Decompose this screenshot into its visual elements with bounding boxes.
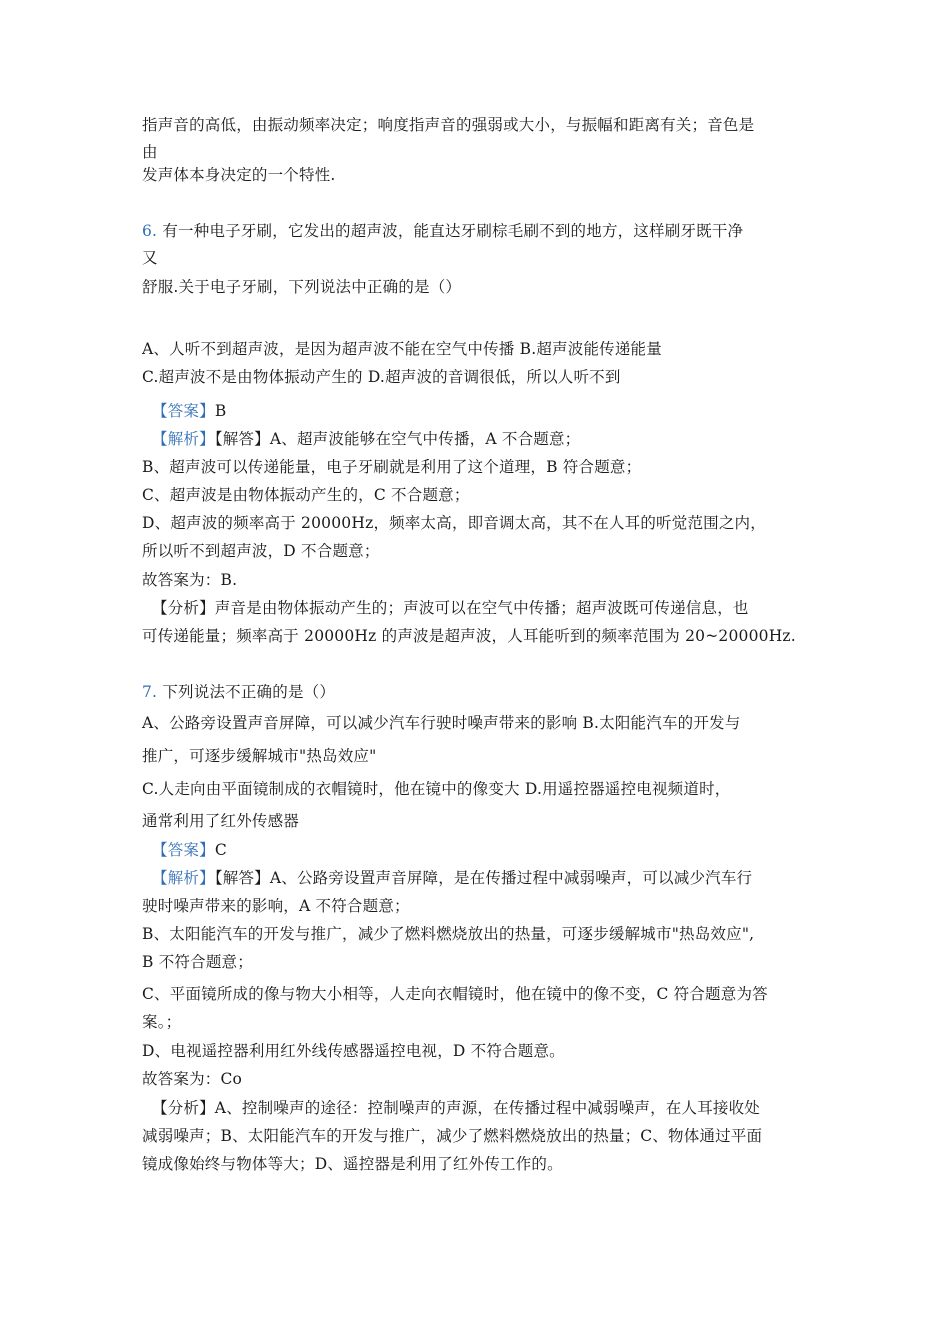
q7-stem-text: 下列说法不正确的是（） <box>162 683 336 701</box>
q6-analysis-line: B、超声波可以传递能量，电子牙刷就是利用了这个道理，B 符合题意； <box>142 458 642 476</box>
q7-analysis-line: C、平面镜所成的像与物大小相等，人走向衣帽镜时，他在镜中的像不变，C 符合题意为答 <box>142 985 768 1003</box>
analysis-text: 【解答】A、公路旁设置声音屏障，是在传播过程中减弱噪声，可以减少汽车行 <box>214 869 753 887</box>
q6-answer <box>152 400 226 422</box>
intro-line: 指声音的高低，由振动频率决定；响度指声音的强弱或大小，与振幅和距离有关；音色是 <box>142 116 755 134</box>
q7-answer <box>152 839 227 861</box>
q7-summary-line: 减弱噪声；B、太阳能汽车的开发与推广，减少了燃料燃烧放出的热量；C、物体通过平面 <box>142 1127 763 1145</box>
analysis-tag: 【解析】 <box>152 430 215 448</box>
answer-value: C <box>214 841 227 859</box>
q7-final-answer: 故答案为：Co <box>142 1070 243 1088</box>
q6-stem-line: 舒服.关于电子牙刷，下列说法中正确的是（） <box>142 278 462 296</box>
q7-stem-line <box>142 681 335 703</box>
q7-analysis-line <box>152 867 752 889</box>
q7-summary-line: 镜成像始终与物体等大；D、遥控器是利用了红外传工作的。 <box>142 1155 563 1173</box>
q7-options-line: 推广，可逐步缓解城市"热岛效应" <box>142 747 377 765</box>
intro-line: 由 <box>142 143 158 161</box>
q6-summary-line: 可传递能量；频率高于 20000Hz 的声波是超声波，人耳能听到的频率范围为 20~20000Hz. <box>142 627 796 645</box>
analysis-text: 【解答】A、超声波能够在空气中传播，A 不合题意； <box>214 430 581 448</box>
q7-summary-line: 【分析】A、控制噪声的途径：控制噪声的声源，在传播过程中减弱噪声，在人耳接收处 <box>152 1099 760 1117</box>
q6-options-line: C.超声波不是由物体振动产生的 D.超声波的音调很低，所以人听不到 <box>142 368 621 386</box>
q7-options-line: C.人走向由平面镜制成的衣帽镜时，他在镜中的像变大 D.用遥控器遥控电视频道时， <box>142 780 731 798</box>
q7-number: 7. <box>142 683 158 701</box>
answer-tag: 【答案】 <box>152 402 215 420</box>
answer-tag: 【答案】 <box>152 841 215 859</box>
q6-stem-line: 又 <box>142 249 158 267</box>
q6-analysis-line <box>152 428 580 450</box>
q6-number: 6. <box>142 222 158 240</box>
answer-value: B <box>214 402 227 420</box>
analysis-tag: 【解析】 <box>152 869 215 887</box>
q7-analysis-line: 驶时噪声带来的影响，A 不符合题意； <box>142 897 410 915</box>
q6-stem-text: 有一种电子牙刷，它发出的超声波，能直达牙刷棕毛刷不到的地方，这样刷牙既干净 <box>162 222 744 240</box>
q6-final-answer: 故答案为：B. <box>142 571 238 589</box>
q6-stem-line <box>142 220 743 242</box>
q6-analysis-line: C、超声波是由物体振动产生的，C 不合题意； <box>142 486 470 504</box>
q6-summary-line: 【分析】声音是由物体振动产生的；声波可以在空气中传播；超声波既可传递信息，也 <box>152 599 749 617</box>
q6-analysis-line: 所以听不到超声波，D 不合题意； <box>142 542 380 560</box>
intro-line: 发声体本身决定的一个特性. <box>142 166 336 184</box>
q6-options-line: A、人听不到超声波，是因为超声波不能在空气中传播 B.超声波能传递能量 <box>142 340 662 358</box>
q7-analysis-line: D、电视遥控器利用红外线传感器遥控电视，D 不符合题意。 <box>142 1042 565 1060</box>
q7-options-line: 通常利用了红外传感器 <box>142 812 300 830</box>
q6-analysis-line: D、超声波的频率高于 20000Hz，频率太高，即音调太高，其不在人耳的听觉范围之内， <box>142 514 766 532</box>
q7-analysis-line: B 不符合题意； <box>142 953 253 971</box>
q7-analysis-line: 案。； <box>142 1013 182 1031</box>
q7-options-line: A、公路旁设置声音屏障，可以减少汽车行驶时噪声带来的影响 B.太阳能汽车的开发与 <box>142 714 741 732</box>
q7-analysis-line: B、太阳能汽车的开发与推广，减少了燃料燃烧放出的热量，可逐步缓解城市"热岛效应", <box>142 925 755 943</box>
